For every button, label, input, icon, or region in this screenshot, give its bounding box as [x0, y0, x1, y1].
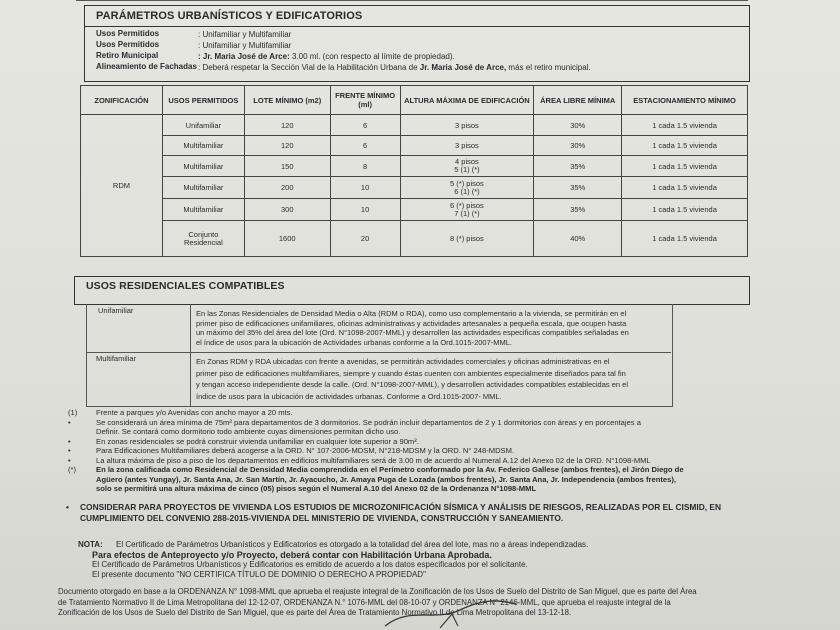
cell-uso: Conjunto Residencial: [162, 221, 244, 257]
cell-lote: 120: [244, 136, 330, 156]
cell-frente: 10: [330, 177, 400, 199]
cell-area: 35%: [534, 199, 622, 221]
cell-altura: 5 (*) pisos 6 (1) (*): [400, 177, 534, 199]
note-item: Agüero (antes Yungay), Jr. Santa Ana, Jr. San Martín, Jr. Ayacucho, Jr. Amaya Puga de Lozada (ambos frentes), Jr. Santa Ana, Jr. Independencia (ambos frentes),: [96, 474, 676, 484]
considerar-line-1: CONSIDERAR PARA PROYECTOS DE VIVIENDA LOS ESTUDIOS DE MICROZONIFICACIÓN SÍSMICA Y ANÁLISIS DE RIESGOS, REALIZADAS POR EL CISMID, EN: [80, 502, 722, 512]
cell-estac: 1 cada 1.5 vivienda: [622, 221, 748, 257]
cell-frente: 10: [330, 199, 400, 221]
notes-list: [68, 408, 684, 494]
cell-frente: 8: [330, 156, 400, 177]
cell-lote: 1600: [244, 221, 330, 257]
signature-scribble: [380, 596, 520, 630]
nota-line-1: El Certificado de Parámetros Urbanísticos y Edificatorios es otorgado a la totalidad del área del lote, mas no a áreas independizadas.: [116, 540, 589, 549]
cell-lote: 200: [244, 177, 330, 199]
table-row: [81, 221, 748, 257]
cell-area: 40%: [534, 221, 622, 257]
cell-estac: 1 cada 1.5 vivienda: [622, 177, 748, 199]
cell-uso: Multifamiliar: [162, 156, 244, 177]
compat-label-multifamiliar: Multifamiliar: [96, 354, 137, 363]
cell-uso: Multifamiliar: [162, 177, 244, 199]
header-zonificacion: ZONIFICACIÓN: [81, 86, 163, 115]
nota-label: NOTA:: [78, 540, 103, 549]
table-header-row: [81, 86, 748, 115]
header-lote: LOTE MÍNIMO (m2): [244, 86, 330, 115]
cell-frente: 6: [330, 115, 400, 136]
param-value-2: : Unifamiliar y Multifamiliar: [198, 41, 292, 50]
cell-altura: 4 pisos 5 (1) (*): [400, 156, 534, 177]
top-border: [76, 0, 748, 1]
header-frente: FRENTE MÍNIMO (ml): [330, 86, 400, 115]
cell-estac: 1 cada 1.5 vivienda: [622, 199, 748, 221]
compat-label-unifamiliar: Unifamiliar: [98, 306, 134, 315]
note-item: solo se permitirá una altura máxima de cinco (05) pisos según el Numeral A.10 del Anexo 02 de la Ordenanza N°1098-MML: [96, 484, 537, 493]
cell-area: 30%: [534, 115, 622, 136]
considerar-block: • CONSIDERAR PARA PROYECTOS DE VIVIENDA LOS ESTUDIOS DE MICROZONIFICACIÓN SÍSMICA Y ANÁLISIS DE RIESGOS, REALIZADAS POR EL CISMID, EN CUMPLIMIENTO DEL CONVENIO 288-2015-VIVIENDA DEL MINISTERIO DE VIVIENDA, CONSTRUCCIÓN Y SANEAMIENTO.: [66, 502, 722, 523]
parametros-title: PARÁMETROS URBANÍSTICOS Y EDIFICATORIOS: [96, 10, 363, 22]
cell-lote: 120: [244, 115, 330, 136]
table-row: [81, 136, 748, 156]
cell-estac: 1 cada 1.5 vivienda: [622, 115, 748, 136]
nota-line-4: El presente documento "NO CERTIFICA TÍTULO DE DOMINIO O DERECHO A PROPIEDAD": [92, 570, 426, 579]
cell-frente: 20: [330, 221, 400, 257]
considerar-line-2: CUMPLIMIENTO DEL CONVENIO 288-2015-VIVIENDA DEL MINISTERIO DE VIVIENDA, CONSTRUCCIÓN Y SANEAMIENTO.: [80, 512, 564, 523]
nota-block: [78, 540, 588, 580]
compat-row-divider: [86, 352, 671, 353]
cell-altura: 3 pisos: [400, 115, 534, 136]
cell-altura: 6 (*) pisos 7 (1) (*): [400, 199, 534, 221]
footer-line-2: de Tratamiento Normativo II de Lima Metropolitana del 12-12-07, ORDENANZA N.° 1076-MML del 08-10-07 y ORDENANZA N° 2146-MML, que aprueba el reajuste integral de la: [58, 597, 671, 607]
cell-area: 35%: [534, 156, 622, 177]
note-item: (1) Frente a parques y/o Avenidas con ancho mayor a 20 mts.: [68, 408, 293, 417]
note-item: • Se considerará un área mínima de 75m² para departamentos de 3 dormitorios. Se podrán incluir departamentos de 2 y 1 dormitorios con áreas y en porcentajes a: [68, 417, 641, 427]
header-area: ÁREA LIBRE MÍNIMA: [534, 86, 622, 115]
param-value-3: : Jr. Maria José de Arce: 3.00 ml. (con respecto al límite de propiedad).: [198, 52, 455, 61]
note-item: • Para Edificaciones Multifamiliares deberá acogerse a la ORD. N° 107-2006-MDSM, N°218-MDSM y la ORD. N° 248-MDSM.: [68, 446, 515, 455]
compat-text-unifamiliar: En las Zonas Residenciales de Densidad Media o Alta (RDM o RDA), como uso complementario a la vivienda, se permitirán en el primer piso de edificaciones unifamiliares, oficinas administrativas y actividades artesanales a pequeña escala, que ocupen hasta un máximo del 35% del área del lote (Ord. N°1098-2007-MML) y desarrollen las actividades especificas compatibles señaladas en el índice de usos para la ubicación de Actividades urbanas conforme a la Ord.1015-2007-MML.: [196, 309, 629, 348]
table-row: [81, 156, 748, 177]
table-row: [81, 177, 748, 199]
note-item: (*) En la zona calificada como Residencial de Densidad Media comprendida en el Perímetro conformado por la Av. Federico Gallese (ambos frentes), el Jirón Diego de: [68, 465, 684, 474]
cell-uso: Multifamiliar: [162, 199, 244, 221]
footer-block: [58, 587, 697, 619]
header-altura: ALTURA MÁXIMA DE EDIFICACIÓN: [400, 86, 534, 115]
zonificacion-table: [80, 85, 748, 257]
cell-lote: 300: [244, 199, 330, 221]
table-row: [81, 199, 748, 221]
cell-area: 35%: [534, 177, 622, 199]
param-value-4: : Deberá respetar la Sección Vial de la Habilitación Urbana de Jr. Maria José de Arce, más el retiro municipal.: [198, 63, 591, 72]
param-value-1: : Unifamiliar y Multifamiliar: [198, 30, 292, 39]
header-usos: USOS PERMITIDOS: [162, 86, 244, 115]
param-label-2: Usos Permitidos: [96, 40, 160, 49]
compat-title: USOS RESIDENCIALES COMPATIBLES: [86, 280, 285, 292]
footer-line-1: Documento otorgado en base a la ORDENANZA N° 1098-MML que aprueba el reajuste integral de la Zonificación de los Usos de Suelo del Distrito de San Miguel, que es parte del Área: [58, 587, 697, 596]
note-item: Definir. Se contará como dormitorio todo ambiente cuyas dimensiones permitan dicho uso.: [96, 427, 401, 436]
cell-lote: 150: [244, 156, 330, 177]
cell-altura: 8 (*) pisos: [400, 221, 534, 257]
compat-divider: [190, 304, 191, 406]
footer-line-3: Zonificación de los Usos de Suelo del Distrito de San Miguel, que es parte del Área de Tratamiento Normativo II de Lima Metropolitana del 13-12-18.: [58, 608, 572, 617]
cell-uso: Multifamiliar: [162, 136, 244, 156]
cell-frente: 6: [330, 136, 400, 156]
compat-text-multifamiliar: En Zonas RDM y RDA ubicadas con frente a avenidas, se permitirán actividades comerciales y oficinas administrativas en el primer piso de edificaciones multifamiliares, siempre y cuando éstas cuenten con ambientes especialmente diseñados para tal fin y tengan acceso independiente desde la calle. (Ord. N°1098-2007-MML), y desarrollen actividades compatibles establecidas en el índice de usos para la ubicación de actividades urbanas. Conforme a Ord.1015-2007- MML.: [196, 357, 628, 401]
cell-uso: Unifamiliar: [162, 115, 244, 136]
zone-cell: RDM: [81, 115, 163, 257]
param-label-3: Retiro Municipal: [96, 51, 159, 60]
nota-line-2: Para efectos de Anteproyecto y/o Proyecto, deberá contar con Habilitación Urbana Aprobada.: [92, 550, 492, 560]
cell-altura: 3 pisos: [400, 136, 534, 156]
param-label-4: Alineamiento de Fachadas: [96, 62, 197, 71]
cell-area: 30%: [534, 136, 622, 156]
cell-estac: 1 cada 1.5 vivienda: [622, 136, 748, 156]
table-row: [81, 115, 748, 136]
param-label-1: Usos Permitidos: [96, 29, 160, 38]
note-item: • La altura máxima de piso a piso de los departamentos en edificios multifamiliares será de 3.00 m de acuerdo al Numeral A.12 del Anexo 02 de la ORD. N°1098-MML: [68, 455, 651, 465]
nota-line-3: El Certificado de Parámetros Urbanísticos y Edificatorios es emitido de acuerdo a los datos especificados por el solicitante.: [92, 560, 528, 569]
header-estac: ESTACIONAMIENTO MÍNIMO: [622, 86, 748, 115]
note-item: • En zonas residenciales se podrá construir vivienda unifamiliar en cualquier lote superior a 90m².: [68, 436, 419, 446]
cell-estac: 1 cada 1.5 vivienda: [622, 156, 748, 177]
